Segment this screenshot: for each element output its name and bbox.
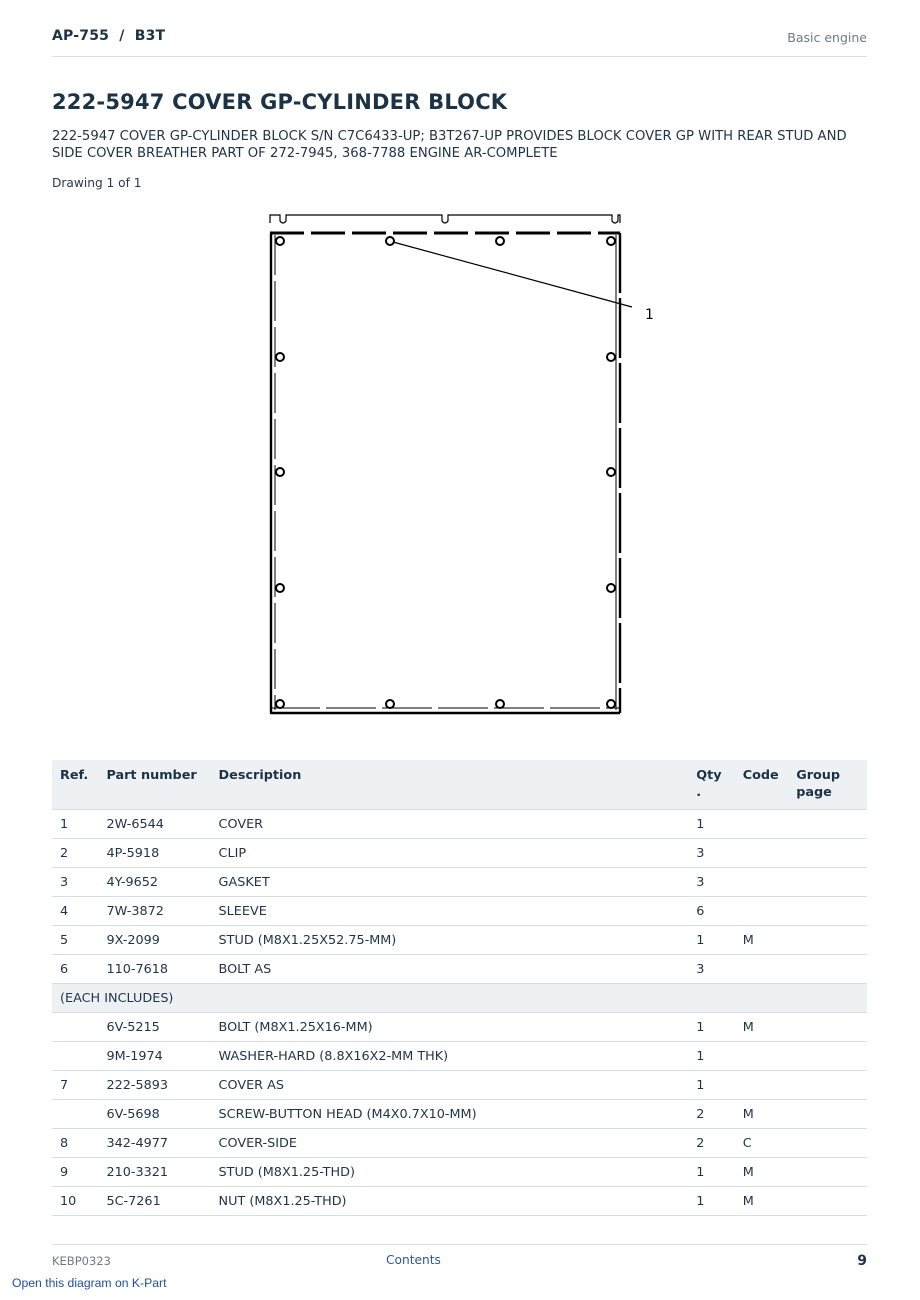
contents-link[interactable]: Contents [386,1253,441,1267]
cell-qty: 1 [688,1042,734,1071]
cell-description: WASHER-HARD (8.8X16X2-MM THK) [211,1042,689,1071]
breadcrumb: AP-755 / B3T [52,28,166,44]
cell-description: GASKET [211,868,689,897]
cell-part-number: 9X-2099 [98,926,210,955]
col-code: Code [735,760,789,810]
document-page [52,0,867,1300]
page-title: 222-5947 COVER GP-CYLINDER BLOCK [52,90,508,114]
cell-code: M [735,1158,789,1187]
col-group-page: Group page [788,760,867,810]
table-header-row [52,760,867,810]
cell-code [735,955,789,984]
cell-description: BOLT AS [211,955,689,984]
cell-group-page [788,1129,867,1158]
cell-group-page [788,1071,867,1100]
cell-qty: 3 [688,839,734,868]
cell-ref: 2 [52,839,98,868]
cell-description: CLIP [211,839,689,868]
cell-code: C [735,1129,789,1158]
callout-leader [393,242,632,307]
callout-label: 1 [645,307,654,323]
cell-part-number: 5C-7261 [98,1187,210,1216]
cell-code [735,810,789,839]
cell-qty: 1 [688,1187,734,1216]
table-row [52,1013,867,1042]
cell-ref: 4 [52,897,98,926]
cell-ref: 10 [52,1187,98,1216]
page-header [52,28,867,57]
col-ref: Ref. [52,760,98,810]
cell-part-number: 4P-5918 [98,839,210,868]
table-row [52,839,867,868]
page-footer [52,1244,867,1269]
cell-qty: 3 [688,868,734,897]
col-qty: Qty . [688,760,734,810]
cell-group-page [788,810,867,839]
cell-ref: 7 [52,1071,98,1100]
cell-code [735,897,789,926]
cell-part-number: 4Y-9652 [98,868,210,897]
drawing-label: Drawing 1 of 1 [52,176,142,190]
section-label: Basic engine [787,30,867,45]
cell-code [735,1071,789,1100]
cell-ref: 3 [52,868,98,897]
cell-description: NUT (M8X1.25-THD) [211,1187,689,1216]
cell-description: SLEEVE [211,897,689,926]
cell-code: M [735,1187,789,1216]
cell-description: STUD (M8X1.25X52.75-MM) [211,926,689,955]
cell-ref: 1 [52,810,98,839]
cell-code: M [735,926,789,955]
cell-code [735,839,789,868]
cell-part-number: 2W-6544 [98,810,210,839]
cell-ref: 8 [52,1129,98,1158]
cell-qty: 2 [688,1100,734,1129]
cell-qty: 1 [688,1071,734,1100]
col-part-number: Part number [98,760,210,810]
cell-group-page [788,897,867,926]
cell-part-number: 6V-5698 [98,1100,210,1129]
table-row [52,1100,867,1129]
cell-group-page [788,868,867,897]
cell-group-page [788,926,867,955]
table-row [52,955,867,984]
cell-description: BOLT (M8X1.25X16-MM) [211,1013,689,1042]
cover-drawing [262,205,682,725]
cell-ref [52,1042,98,1071]
open-in-kpart-link[interactable]: Open this diagram on K-Part [12,1276,167,1290]
cell-group-page [788,839,867,868]
document-id: KEBP0323 [52,1254,111,1268]
parts-table-body [52,810,867,1216]
cell-part-number: 110-7618 [98,955,210,984]
cell-qty: 2 [688,1129,734,1158]
parts-table [52,760,867,1216]
cell-part-number: 7W-3872 [98,897,210,926]
table-row [52,810,867,839]
cell-code: M [735,1013,789,1042]
table-row [52,1129,867,1158]
cell-part-number: 9M-1974 [98,1042,210,1071]
cell-group-page [788,1042,867,1071]
cell-part-number: 342-4977 [98,1129,210,1158]
cell-description: COVER-SIDE [211,1129,689,1158]
cell-description: COVER AS [211,1071,689,1100]
cell-group-page [788,955,867,984]
table-note-row [52,984,867,1013]
table-row [52,1158,867,1187]
table-row [52,1187,867,1216]
part-description: 222-5947 COVER GP-CYLINDER BLOCK S/N C7C6433-UP; B3T267-UP PROVIDES BLOCK COVER GP WITH REAR STUD AND SIDE COVER BREATHER PART OF 272-7945, 368-7788 ENGINE AR-COMPLETE [52,129,847,161]
table-row [52,868,867,897]
cell-ref: 5 [52,926,98,955]
table-row [52,926,867,955]
table-row [52,1042,867,1071]
cell-code [735,1042,789,1071]
cell-group-page [788,1013,867,1042]
cell-ref [52,1100,98,1129]
col-description: Description [211,760,689,810]
cell-group-page [788,1100,867,1129]
cell-description: STUD (M8X1.25-THD) [211,1158,689,1187]
cell-qty: 1 [688,1013,734,1042]
cell-description: SCREW-BUTTON HEAD (M4X0.7X10-MM) [211,1100,689,1129]
drawing-top-flange [270,215,620,223]
table-row [52,897,867,926]
drawing-bolt-holes [276,237,615,708]
cell-part-number: 210-3321 [98,1158,210,1187]
cell-qty: 1 [688,810,734,839]
cell-ref [52,1013,98,1042]
page-number: 9 [857,1253,867,1269]
cell-qty: 3 [688,955,734,984]
cell-code: M [735,1100,789,1129]
cell-group-page [788,1158,867,1187]
cell-ref: 9 [52,1158,98,1187]
cell-ref: 6 [52,955,98,984]
table-note: (EACH INCLUDES) [52,984,867,1013]
cell-qty: 1 [688,926,734,955]
cell-qty: 6 [688,897,734,926]
cell-description: COVER [211,810,689,839]
table-row [52,1071,867,1100]
cell-part-number: 6V-5215 [98,1013,210,1042]
cell-group-page [788,1187,867,1216]
cell-qty: 1 [688,1158,734,1187]
cell-code [735,868,789,897]
cell-part-number: 222-5893 [98,1071,210,1100]
